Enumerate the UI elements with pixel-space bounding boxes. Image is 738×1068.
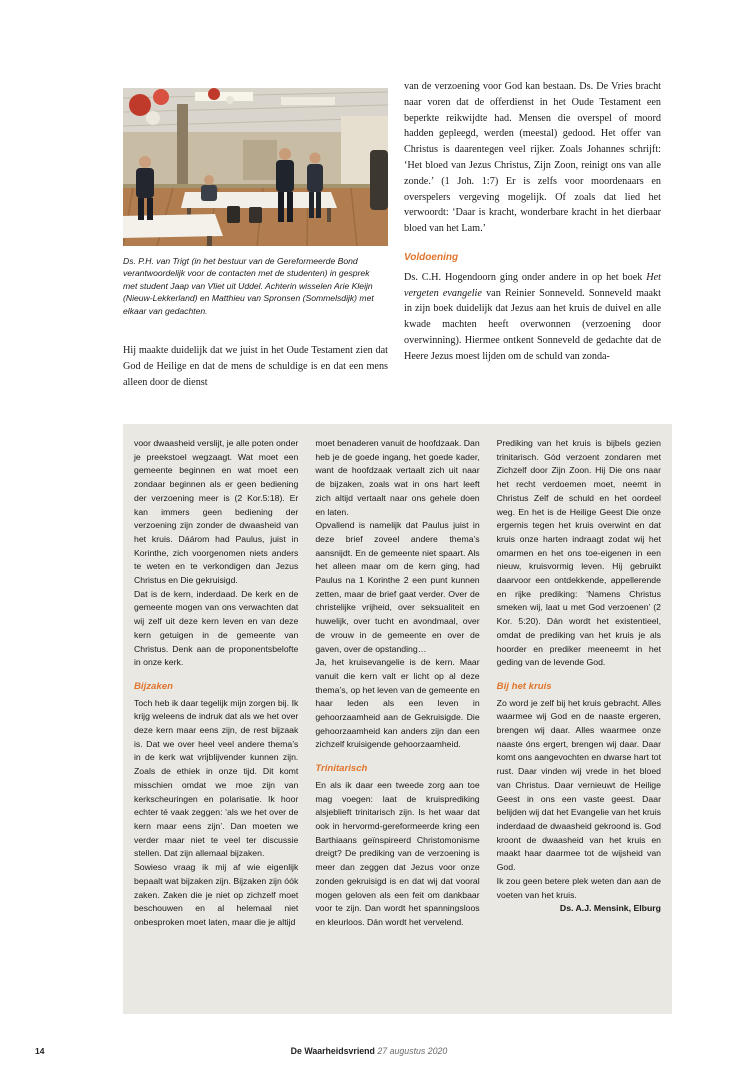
inset-paragraph: Opvallend is namelijk dat Paulus juist in deze brief zoveel andere thema’s aansnijdt. En de gemeente niet spaart. Als het alleen maar om de kern ging, had Paulus na 1 Korinthe 2 een punt kunnen zetten, maar de brief gaat verder. Over de christelijke vrijheid, over seksualiteit en huwelijk, over tucht en avondmaal, over de vrouw in de gemeente en over de gaven, over de opstanding… <box>315 520 480 654</box>
book-title: Het vergeten evangelie <box>404 271 661 299</box>
article-paragraph: van de verzoening voor God kan bestaan. Ds. De Vries bracht naar voren dat de offerdienst in het Oude Testament een beperkte reikwijdte had. Mensen die overspel of moord hadden gepleegd, werden (meestal) gedood. Het offer van Christus is daarentegen veel rijker. Zoals Johannes schrijft: ‘Het bloed van Jezus Christus, Zijn Zoon, reinigt ons van alle zonde.’ (1 Joh. 1:7) Er is zelfs voor moordenaars en overspelers vergeving mogelijk. Of zoals dat lied het verwoordt: ‘Daar is kracht, wonderbare kracht in het dierbaar bloed van het Lam.’ <box>404 81 661 235</box>
photo-caption: Ds. P.H. van Trigt (in het bestuur van de Gereformeerde Bond verantwoordelijk voor de contacten met de studenten) in gesprek met student Jaap van Vliet uit Uddel. Achterin wisselen Arie Kleijn (Nieuw-Lekkerland) en Matthieu van Spronsen (Sommelsdijk) met elkaar van gedachten. <box>123 256 374 316</box>
inset-column-2 <box>315 437 479 1002</box>
publication-date: 27 augustus 2020 <box>377 1046 448 1056</box>
section-heading-bijzaken: Bijzaken <box>134 680 173 692</box>
inset-paragraph: Zo word je zelf bij het kruis gebracht. Alles waarmee wij God en de naaste ergeren, brengen wij daar. Alles waarmee onze naaste óns ergert, brengen wij daar. Daar komt ons aangevochten en dwarse hart tot rust. Daar vinden wij vrede in het bloed van Christus. Daar vernieuwt de Heilige Geest in ons een vaste geest. Daar belijden wij dat het Evangelie van het kruis inderdaad de dwaasheid gekroond is. God kroont de dwaasheid van het kruis en maakt haar daarmee tot de wijsheid van God. <box>496 697 661 873</box>
page-number: 14 <box>35 1046 45 1056</box>
inset-box <box>123 424 672 1014</box>
publication-title: De Waarheidsvriend <box>290 1046 375 1056</box>
inset-paragraph: Ja, het kruisevangelie is de kern. Maar vanuit die kern valt er licht op al deze thema’s, op het leven van de gemeente en haar leden als een leven in gehoorzaamheid aan de Gekruisigde. Die gehoorzaamheid kan anders zijn dan een zichzelf kruisigende gehoorzaamheid. <box>315 657 480 750</box>
paragraph-text: Ds. C.H. Hogendoorn ging onder andere in op het boek <box>404 271 647 283</box>
inset-paragraph: Ik zou geen betere plek weten dan aan de voeten van het kruis. <box>496 875 661 900</box>
footer <box>0 1046 738 1056</box>
inset-paragraph: voor dwaasheid verslijt, je alle poten onder je preekstoel wegzaagt. Wat moet een gemeente beginnen en wat moet een zondaar beginnen als er geen bediening der verzoening meer is (2 Kor.5:18). Er kan immers geen bediening der verzoening zijn zonder de dwaasheid van het kruis. Dáárom had Paulus, juist in Korinthe, zich voorgenomen niets anders te weten en te verkondigen dan Jezus Christus en Die gekruisigd. <box>134 438 299 586</box>
inset-paragraph: Dat is de kern, inderdaad. De kerk en de gemeente mogen van ons verwachten dat wij zelf uit deze kern leven en van deze kern getuigen in de gemeente van Christus. Denk aan de proponentsbelofte in onze kerk. <box>134 588 299 668</box>
inset-paragraph: Prediking van het kruis is bijbels gezien trinitarisch. Gód verzoent zondaren met Zichzelf door Zijn Zoon. Hij Die ons naar het recht verdoemen moet, neemt in Christus Zelf de schuld en het oordeel weg. En het is de Heilige Geest Die onze ergernis tegen het kruis overwint en dat kruis onze harten indraagt zodat wij het omarmen en het ons toe-eigenen in een nieuw, kruisvormig leven. Hij gebruikt daarvoor een ontdekkende, appellerende en rijke prediking: ‘Namens Christus smeken wij, laat u met God verzoenen’ (2 Kor. 5:20). Dán wordt het existentieel, omdat de prediking van het kruis je als hoorder en prediker meeneemt in het geding van de levende God. <box>496 438 661 668</box>
inset-column-1 <box>134 437 298 1002</box>
inset-paragraph: moet benaderen vanuit de hoofdzaak. Dan heb je de goede ingang, het goede kader, want de hoofdzaak vertaalt zich uit naar de bijzaken, zoals wat in ons hart leeft zich altijd vertaalt naar ons gehele doen en laten. <box>315 438 480 517</box>
article-right-column <box>404 79 661 365</box>
inset-paragraph: Sowieso vraag ik mij af wie eigenlijk bepaalt wat bijzaken zijn. Bijzaken zijn óók zaken. Zaken die je niet op zichzelf moet beschouwen en al helemaal niet onbesproken moet laten, maar die je altijd <box>134 862 299 927</box>
section-heading-trinitarisch: Trinitarisch <box>315 763 368 775</box>
author-signature: Ds. A.J. Mensink, Elburg <box>559 903 661 914</box>
article-left-column-text: Hij maakte duidelijk dat we juist in het Oude Testament zien dat God de Heilige en dat de mens de schuldige is en dat een mens alleen door de dienst <box>123 345 388 388</box>
section-heading-bij-het-kruis: Bij het kruis <box>496 680 552 692</box>
section-heading-voldoening: Voldoening <box>404 251 459 263</box>
article-paragraph <box>404 270 661 365</box>
paragraph-text: van Reinier Sonneveld. Sonneveld maakt in zijn boek duidelijk dat Jezus aan het kruis de duivel en alle kwade machten heeft overwonnen (verzoening door overwinning). Hiermee ontkent Sonneveld de gedachte dat de Heere Jezus moest lijden om de schuld van zonda- <box>404 287 661 362</box>
inset-column-3 <box>497 437 661 1002</box>
inset-paragraph: Toch heb ik daar tegelijk mijn zorgen bij. Ik krijg weleens de indruk dat als we het over deze kern maar eens zijn, de rest bijzaak is. Dat we over heel veel andere thema’s in de kerk wat vrijblijvender kunnen zijn. Zoals de ethiek in onze tijd. Dit komt misschien omdat we moe zijn van kerkscheuringen en polarisatie. Ik hoor echter té vaak zeggen: ‘als we het over de kern maar eens zijn’. Dan moeten we verder maar niet te veel ter discussie stellen. Dat zijn allemaal bijzaken. <box>134 697 299 859</box>
inset-paragraph: En als ik daar een tweede zorg aan toe mag voegen: laat de kruisprediking alsjeblieft trinitarisch zijn. Is het waar dat ook in hervormd-gereformeerde kring een Barthiaans geïnspireerd Christomonisme dreigt? De prediking van de verzoening is meer dan zeggen dat Jezus voor onze zonden gekruisigd is en dat wij dat vooral mogen geloven als een feit om dankbaar voor te zijn. Dan wordt het spanningsloos en kleurloos. Dán wordt het vervelend. <box>315 779 480 927</box>
meeting-room-photo-illustration <box>123 88 388 246</box>
article-photo <box>123 88 388 246</box>
